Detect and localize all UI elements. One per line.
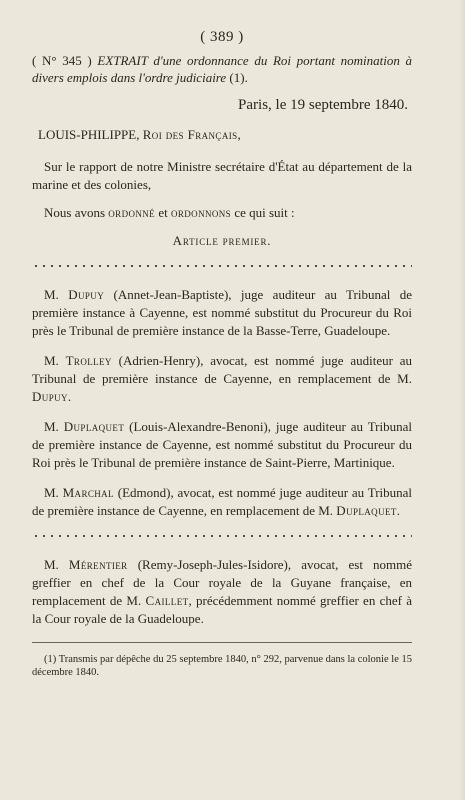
page-number: ( 389 ) [200, 29, 244, 45]
enacting-et: et [158, 205, 168, 220]
paragraph-merentier [32, 556, 412, 628]
preamble: Sur le rapport de notre Ministre secrétaire d'État au département de la marine et des colonies, [32, 159, 412, 192]
paragraph-text: (Annet-Jean-Baptiste), juge auditeur au Tribunal de première instance à Cayenne, est nommé substitut du Procureur du Roi près le Tribunal de première instance de la Basse-Terre, Guadeloupe. [32, 287, 413, 338]
page-text [32, 28, 412, 679]
referenced-name: Caillet [145, 593, 189, 608]
paragraph-end: . [396, 503, 401, 518]
person-name: Duplaquet [63, 419, 125, 434]
paragraph-text: (Louis-Alexandre-Benoni), juge auditeur au Tribunal de première instance de Cayenne, est nommé substitut du Procureur du Roi près le Tribunal de première instance de Saint-Pierre, Martinique. [32, 419, 413, 470]
article-title: Article premier. [172, 233, 272, 248]
person-name: Mérentier [68, 557, 128, 572]
heading-note-ref: (1). [229, 70, 248, 85]
prefix: M. [44, 557, 59, 572]
paragraph-end: . [67, 389, 72, 404]
dotted-separator [32, 262, 412, 270]
person-name: Dupuy [68, 287, 105, 302]
paragraph-dupuy [32, 286, 412, 340]
king-title: Roi des Français, [142, 127, 242, 142]
prefix: M. [44, 485, 59, 500]
enacting-clause [32, 204, 412, 222]
paragraph-text: (Adrien-Henry), avocat, est nommé juge auditeur au Tribunal de première instance de Cayenne, en remplacement de M. [32, 353, 412, 386]
referenced-name: Duplaquet [336, 503, 397, 518]
person-name: Trolley [65, 353, 112, 368]
document-heading [32, 52, 412, 86]
footnote-rule [32, 642, 412, 643]
person-name: Marchal [62, 485, 114, 500]
enacting-ordonnons: ordonnons [170, 205, 232, 220]
enacting-end: ce qui suit : [234, 205, 295, 220]
king-name: LOUIS-PHILIPPE, [38, 127, 140, 142]
paragraph-text: (Remy-Joseph-Jules-Isidore), avocat, est nommé greffier en chef de la Cour royale de la Guyane française, en remplacement de M. [32, 557, 413, 608]
heading-title: EXTRAIT d'une ordonnance du Roi portant nomination à divers emplois dans l'ordre judiciaire [32, 53, 413, 85]
dateline: Paris, le 19 septembre 1840. [238, 97, 408, 113]
paragraph-text-end: , précédemment nommé greffier en chef à la Cour royale de la Guadeloupe. [32, 593, 413, 626]
paragraph-text: (Edmond), avocat, est nommé juge auditeur au Tribunal de première instance de Cayenne, en remplacement de M. [32, 485, 413, 518]
king-line [32, 126, 412, 144]
prefix: M. [44, 353, 59, 368]
paragraph-marchal [32, 484, 412, 520]
paragraph-duplaquet [32, 418, 412, 472]
enacting-start: Nous avons [44, 205, 106, 220]
footnote: (1) Transmis par dépêche du 25 septembre 1840, n° 292, parvenue dans la colonie le 15 décembre 1840. [32, 654, 412, 678]
enacting-ordonne: ordonné [108, 205, 156, 220]
prefix: M. [44, 287, 59, 302]
prefix: M. [44, 419, 59, 434]
dotted-separator [32, 532, 412, 540]
heading-number: ( N° 345 ) [32, 53, 92, 68]
referenced-name: Dupuy [32, 389, 68, 404]
paragraph-trolley [32, 352, 412, 406]
